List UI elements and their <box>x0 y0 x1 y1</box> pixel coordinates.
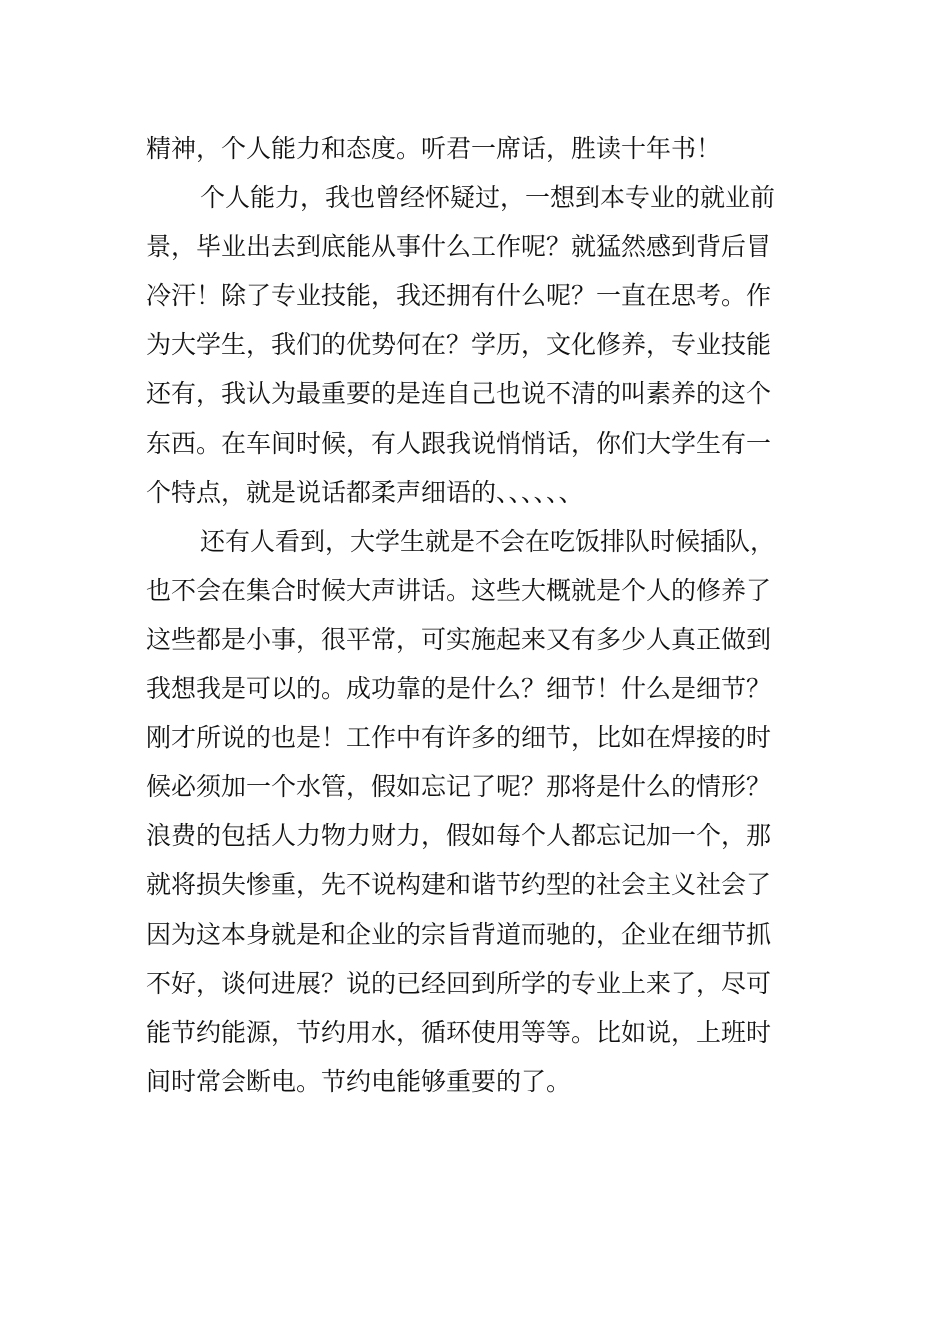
text-line: 个人能力，我也曾经怀疑过，一想到本专业的就业前 <box>200 183 776 213</box>
text-line: 间时常会断电。节约电能够重要的了。 <box>146 1066 572 1096</box>
text-line: 不好，谈何进展？说的已经回到所学的专业上来了，尽可 <box>146 968 772 998</box>
text-line: 这些都是小事，很平常，可实施起来又有多少人真正做到 <box>146 624 772 654</box>
text-line: 还有人看到，大学生就是不会在吃饭排队时候插队， <box>200 526 776 556</box>
text-line: 还有，我认为最重要的是连自己也说不清的叫素养的这个 <box>146 379 772 409</box>
text-line: 东西。在车间时候，有人跟我说悄悄话，你们大学生有一 <box>146 428 772 458</box>
text-line: 冷汗！除了专业技能，我还拥有什么呢？一直在思考。作 <box>146 281 772 311</box>
text-line: 精神，个人能力和态度。听君一席话，胜读十年书！ <box>146 134 722 163</box>
text-line: 浪费的包括人力物力财力，假如每个人都忘记加一个，那 <box>146 821 772 851</box>
body-text <box>146 124 816 1106</box>
text-line: 也不会在集合时候大声讲话。这些大概就是个人的修养了 <box>146 575 772 605</box>
text-line: 候必须加一个水管，假如忘记了呢？那将是什么的情形？ <box>146 772 772 802</box>
text-line: 个特点，就是说话都柔声细语的、、、、、、 <box>146 477 584 507</box>
text-line: 刚才所说的也是！工作中有许多的细节，比如在焊接的时 <box>146 723 772 753</box>
text-line: 因为这本身就是和企业的宗旨背道而驰的，企业在细节抓 <box>146 919 772 949</box>
text-line: 就将损失惨重，先不说构建和谐节约型的社会主义社会了 <box>146 870 772 900</box>
text-line: 为大学生，我们的优势何在？学历，文化修养，专业技能 <box>146 330 772 360</box>
text-line: 景，毕业出去到底能从事什么工作呢？就猛然感到背后冒 <box>146 232 772 262</box>
text-line: 能节约能源，节约用水，循环使用等等。比如说，上班时 <box>146 1017 772 1047</box>
text-line: 我想我是可以的。成功靠的是什么？细节！什么是细节？ <box>146 674 772 704</box>
